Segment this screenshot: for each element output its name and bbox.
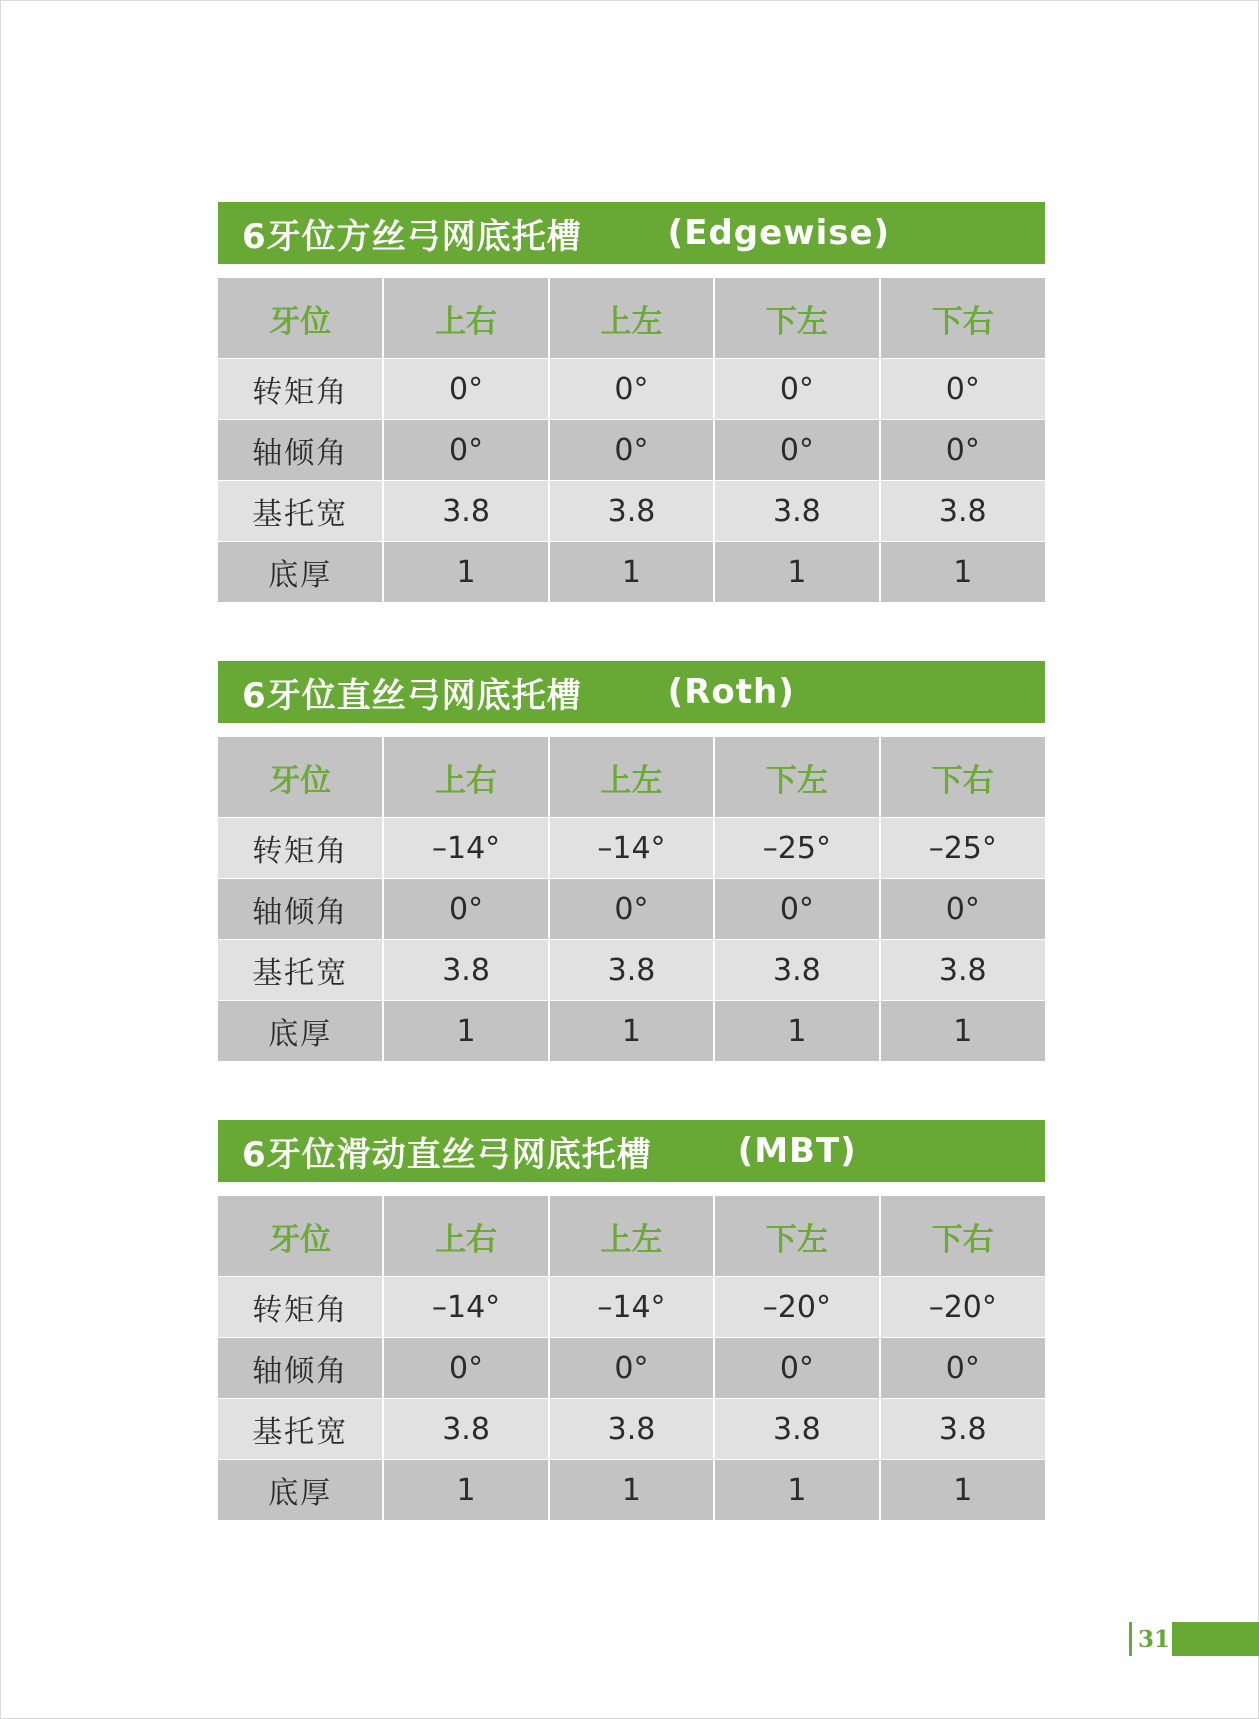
table-cell: –20° [714, 1277, 879, 1338]
section-title: 6牙位直丝弓网底托槽 [242, 675, 582, 716]
spec-table [218, 737, 1045, 1062]
table-cell: 3.8 [549, 1399, 714, 1460]
row-label: 基托宽 [218, 940, 383, 1001]
table-cell: 1 [383, 542, 548, 603]
page-number-accent-bar [1172, 1622, 1259, 1656]
table-cell: 0° [383, 1338, 548, 1399]
section-header [218, 1120, 1045, 1182]
section-header [218, 202, 1045, 264]
table-cell: 0° [549, 420, 714, 481]
section-edgewise [218, 202, 1045, 603]
table-cell: 1 [714, 542, 879, 603]
table-cell: 0° [549, 1338, 714, 1399]
table-cell: –25° [880, 818, 1045, 879]
table-cell: 3.8 [383, 1399, 548, 1460]
table-cell: 3.8 [549, 481, 714, 542]
column-header: 上左 [549, 737, 714, 818]
section-subtitle: (Edgewise) [667, 213, 891, 253]
page-number: 31 [1138, 1625, 1171, 1653]
column-header: 上右 [383, 1196, 548, 1277]
page-number-divider [1129, 1622, 1132, 1656]
table-cell: 1 [880, 542, 1045, 603]
column-header: 下左 [714, 1196, 879, 1277]
section-subtitle: (Roth) [667, 672, 795, 712]
table-header-row [218, 1196, 1045, 1277]
table-cell: 0° [549, 879, 714, 940]
table-cell: 0° [880, 1338, 1045, 1399]
table-header-row [218, 278, 1045, 359]
section-subtitle: (MBT) [737, 1131, 857, 1171]
table-row [218, 1460, 1045, 1521]
table-row [218, 481, 1045, 542]
table-cell: 1 [383, 1460, 548, 1521]
table-cell: 0° [880, 359, 1045, 420]
table-cell: –14° [549, 818, 714, 879]
table-cell: 1 [383, 1001, 548, 1062]
section-mbt [218, 1120, 1045, 1521]
table-cell: 1 [714, 1001, 879, 1062]
table-cell: 3.8 [714, 481, 879, 542]
column-header: 下右 [880, 278, 1045, 359]
table-row [218, 818, 1045, 879]
column-header: 上左 [549, 278, 714, 359]
table-cell: 0° [880, 420, 1045, 481]
row-label: 基托宽 [218, 481, 383, 542]
table-cell: 3.8 [714, 1399, 879, 1460]
section-roth [218, 661, 1045, 1062]
section-title: 6牙位方丝弓网底托槽 [242, 216, 582, 257]
table-cell: 3.8 [880, 1399, 1045, 1460]
column-header: 牙位 [218, 278, 383, 359]
table-cell: 3.8 [880, 481, 1045, 542]
row-label: 底厚 [218, 1001, 383, 1062]
row-label: 转矩角 [218, 1277, 383, 1338]
spec-table [218, 278, 1045, 603]
table-cell: 0° [383, 359, 548, 420]
table-cell: 0° [383, 879, 548, 940]
column-header: 下左 [714, 737, 879, 818]
table-row [218, 1001, 1045, 1062]
row-label: 转矩角 [218, 359, 383, 420]
table-row [218, 420, 1045, 481]
table-cell: 1 [549, 1460, 714, 1521]
section-header [218, 661, 1045, 723]
table-row [218, 359, 1045, 420]
table-row [218, 940, 1045, 1001]
table-cell: –20° [880, 1277, 1045, 1338]
table-cell: 0° [714, 359, 879, 420]
table-cell: 1 [549, 542, 714, 603]
table-cell: 3.8 [880, 940, 1045, 1001]
row-label: 轴倾角 [218, 420, 383, 481]
column-header: 下右 [880, 737, 1045, 818]
row-label: 基托宽 [218, 1399, 383, 1460]
column-header: 上右 [383, 278, 548, 359]
row-label: 底厚 [218, 1460, 383, 1521]
table-cell: 0° [714, 1338, 879, 1399]
column-header: 下右 [880, 1196, 1045, 1277]
table-cell: 0° [549, 359, 714, 420]
row-label: 轴倾角 [218, 879, 383, 940]
table-cell: 1 [880, 1460, 1045, 1521]
table-cell: –25° [714, 818, 879, 879]
row-label: 转矩角 [218, 818, 383, 879]
table-cell: 1 [880, 1001, 1045, 1062]
table-cell: 0° [880, 879, 1045, 940]
table-cell: 3.8 [549, 940, 714, 1001]
section-title: 6牙位滑动直丝弓网底托槽 [242, 1134, 652, 1175]
table-cell: 0° [383, 420, 548, 481]
table-row [218, 1277, 1045, 1338]
table-header-row [218, 737, 1045, 818]
table-row [218, 879, 1045, 940]
column-header: 上左 [549, 1196, 714, 1277]
table-cell: 3.8 [714, 940, 879, 1001]
page-number-block [1129, 1622, 1259, 1656]
column-header: 牙位 [218, 1196, 383, 1277]
table-cell: 3.8 [383, 940, 548, 1001]
spec-table [218, 1196, 1045, 1521]
table-cell: –14° [383, 1277, 548, 1338]
table-cell: –14° [549, 1277, 714, 1338]
column-header: 上右 [383, 737, 548, 818]
column-header: 下左 [714, 278, 879, 359]
table-cell: –14° [383, 818, 548, 879]
table-row [218, 1399, 1045, 1460]
table-row [218, 1338, 1045, 1399]
table-cell: 1 [549, 1001, 714, 1062]
table-cell: 0° [714, 420, 879, 481]
table-cell: 0° [714, 879, 879, 940]
table-cell: 3.8 [383, 481, 548, 542]
table-cell: 1 [714, 1460, 879, 1521]
row-label: 轴倾角 [218, 1338, 383, 1399]
column-header: 牙位 [218, 737, 383, 818]
row-label: 底厚 [218, 542, 383, 603]
table-row [218, 542, 1045, 603]
